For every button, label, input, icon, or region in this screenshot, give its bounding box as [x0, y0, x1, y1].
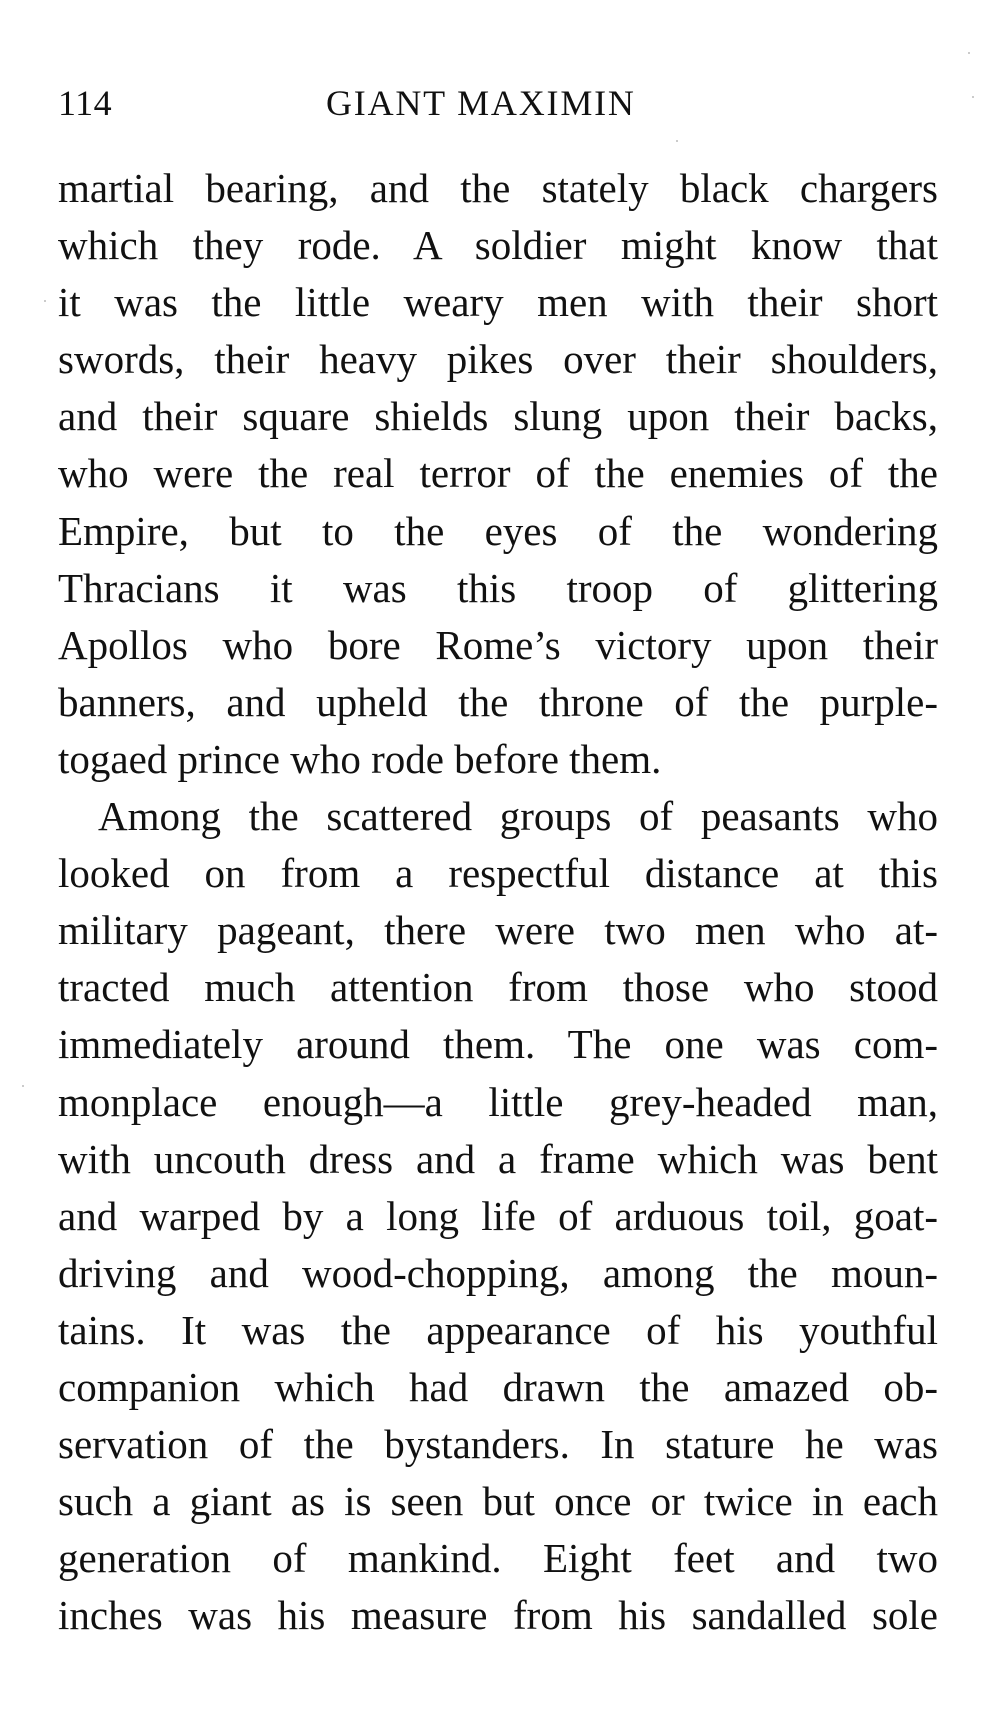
text-line: Apollos who bore Rome’s victory upon their	[58, 621, 938, 668]
text-line: companion which had drawn the amazed ob-	[58, 1363, 938, 1410]
text-line: swords, their heavy pikes over their shoulders,	[58, 336, 938, 383]
body-text	[58, 160, 938, 1644]
scan-speck	[22, 1085, 24, 1087]
text-line: inches was his measure from his sandalled sole	[58, 1592, 938, 1639]
scan-speck	[972, 96, 974, 98]
scan-speck	[676, 140, 678, 142]
text-line: driving and wood-chopping, among the moun-	[58, 1249, 938, 1296]
text-line: and warped by a long life of arduous toil, goat-	[58, 1192, 938, 1239]
running-title: GIANT MAXIMIN	[326, 83, 636, 123]
text-line: Empire, but to the eyes of the wondering	[58, 507, 938, 554]
scan-speck	[968, 52, 970, 54]
text-line: servation of the bystanders. In stature he was	[58, 1421, 938, 1468]
text-line: looked on from a respectful distance at this	[58, 850, 938, 897]
text-line: generation of mankind. Eight feet and two	[58, 1535, 938, 1582]
text-line: military pageant, there were two men who at-	[58, 907, 938, 954]
text-line: banners, and upheld the throne of the purple-	[58, 678, 938, 725]
text-line: Thracians it was this troop of glittering	[58, 564, 938, 611]
running-head	[58, 78, 938, 128]
text-line: monplace enough—a little grey-headed man,	[58, 1078, 938, 1125]
text-line: who were the real terror of the enemies of the	[58, 450, 938, 497]
text-line: such a giant as is seen but once or twice in each	[58, 1478, 938, 1525]
text-line: immediately around them. The one was com-	[58, 1021, 938, 1068]
text-line: which they rode. A soldier might know that	[58, 222, 938, 269]
paragraph-start-line: Among the scattered groups of peasants who	[98, 793, 938, 840]
text-line: martial bearing, and the stately black chargers	[58, 165, 938, 211]
page-number: 114	[58, 83, 113, 123]
text-line: and their square shields slung upon their backs,	[58, 393, 938, 440]
text-line: it was the little weary men with their short	[58, 279, 938, 326]
text-line: with uncouth dress and a frame which was bent	[58, 1135, 938, 1182]
text-line: tracted much attention from those who stood	[58, 964, 938, 1011]
text-line: tains. It was the appearance of his youthful	[58, 1306, 938, 1353]
paragraph-end-line: togaed prince who rode before them.	[58, 735, 662, 782]
scan-speck	[44, 300, 46, 302]
